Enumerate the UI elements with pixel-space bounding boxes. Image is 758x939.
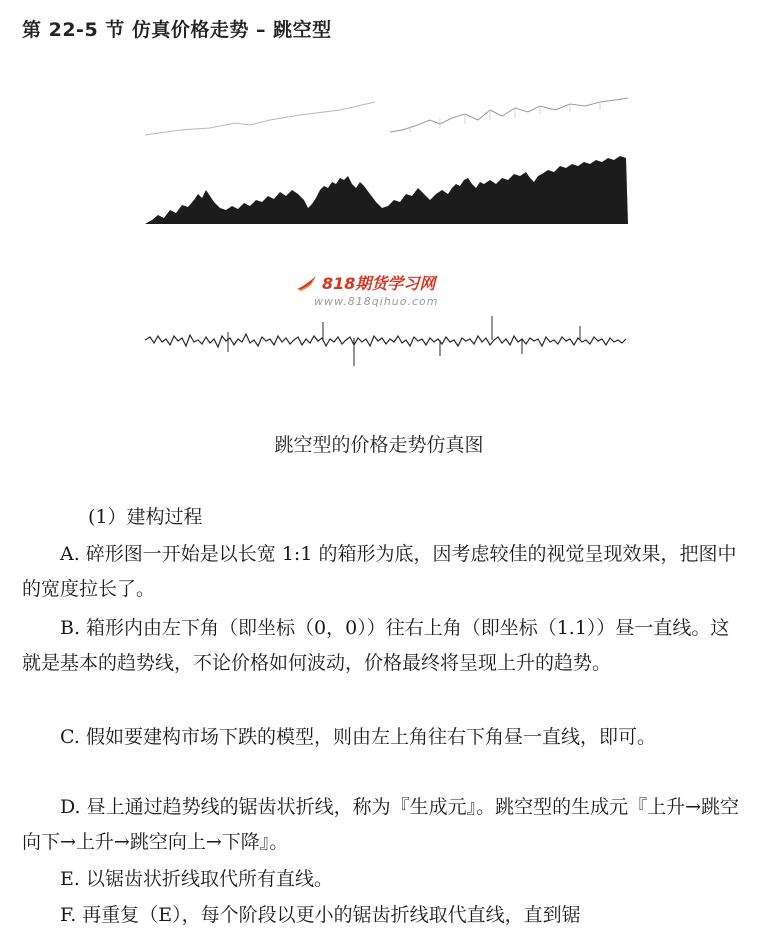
price-simulation-figure (140, 90, 635, 380)
paragraph-b: B. 箱形内由左下角（即坐标（0，0））往右上角（即坐标（1.1））昼一直线。这就是基本的趋势线，不论价格如何波动，价格最终将呈现上升的趋势。 (22, 617, 730, 674)
paragraph-a: A. 碎形图一开始是以长宽 1:1 的箱形为底，因考虑较佳的视觉呈现效果，把图中的宽度拉长了。 (22, 543, 737, 600)
section-title: 第 22-5 节 仿真价格走势 – 跳空型 (22, 19, 332, 41)
filled-price-area (145, 156, 628, 224)
watermark-logo (296, 271, 471, 294)
site-watermark (296, 271, 471, 308)
paragraph-f: F. 再重复（E），每个阶段以更小的锯齿折线取代直线，直到锯 (60, 904, 581, 926)
paragraph-e: E. 以锯齿状折线取代所有直线。 (60, 868, 333, 890)
subheading: (1）建构过程 (88, 506, 203, 528)
volatility-noise-line (145, 334, 626, 347)
faint-trend-line (145, 98, 628, 135)
simulation-charts (140, 90, 635, 380)
flame-icon (296, 275, 318, 291)
watermark-url: www.818qihuo.com (314, 295, 439, 308)
watermark-brand: 818期货学习网 (322, 274, 436, 293)
figure-caption: 跳空型的价格走势仿真图 (274, 434, 484, 456)
paragraph-c: C. 假如要建构市场下跌的模型，则由左上角往右下角昼一直线，即可。 (60, 726, 656, 748)
paragraph-d: D. 昼上通过趋势线的锯齿状折线，称为『生成元』。跳空型的生成元『上升→跳空向下→上升→跳空向上→下降』。 (22, 796, 740, 853)
